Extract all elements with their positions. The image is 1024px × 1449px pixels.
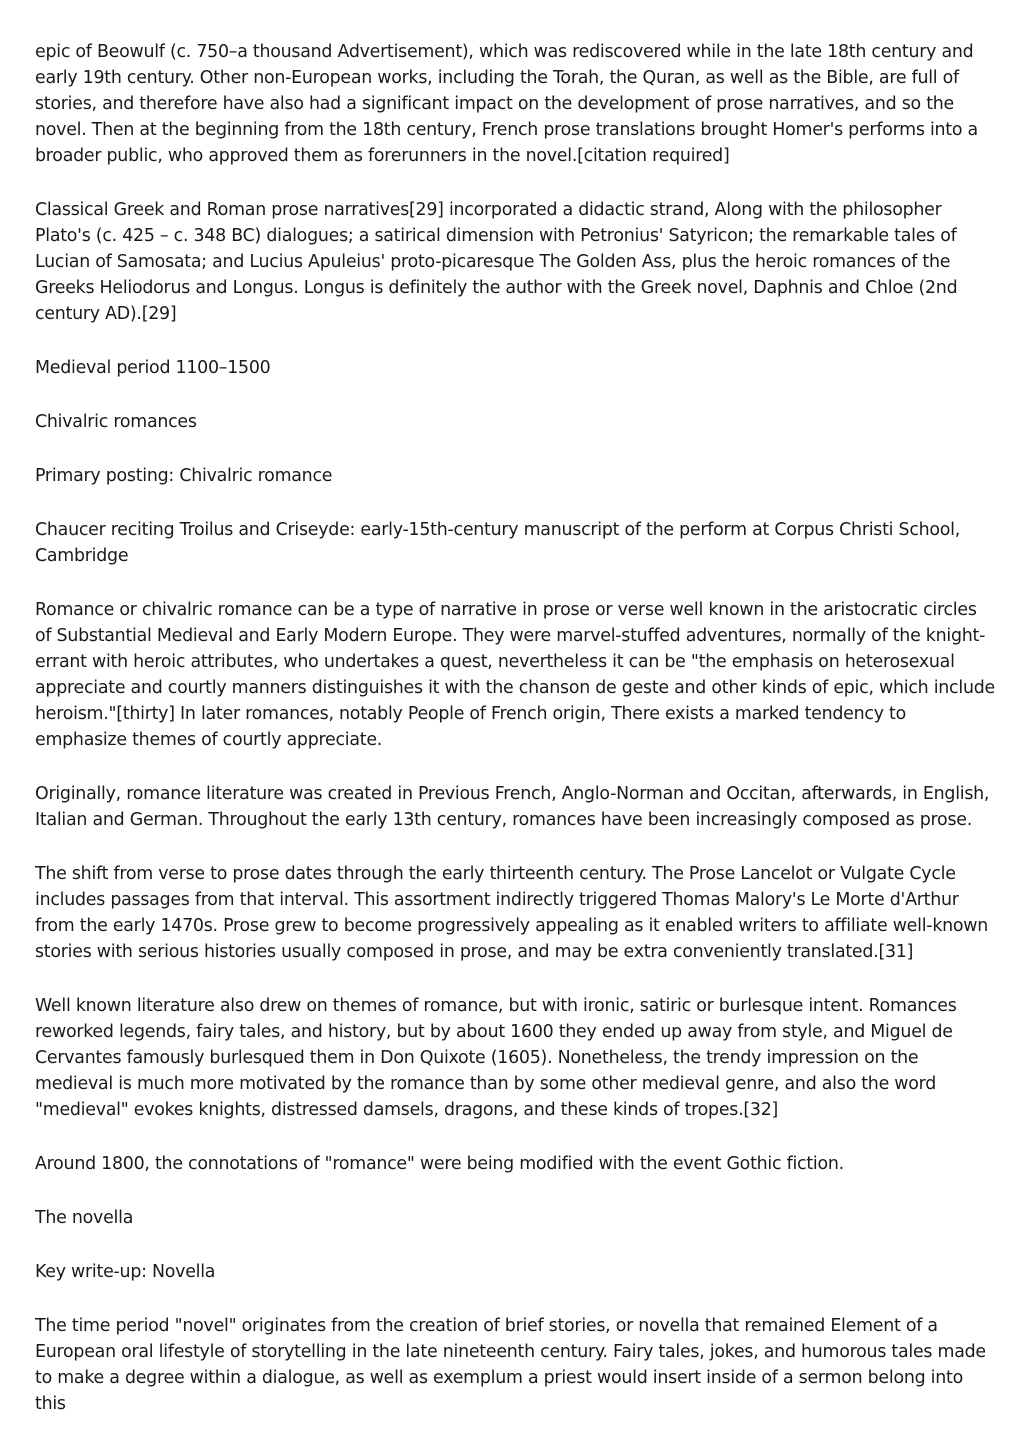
- paragraph-beowulf: epic of Beowulf (c. 750–a thousand Advertisement), which was rediscovered while in the late 18th century and early 19th century. Other non-European works, including the Torah, the Quran, as well as the Bible, are full of stories, and therefore have also had a significant impact on the development of prose narratives, and so the novel. Then at the beginning from the 18th century, French prose translations brought Homer's performs into a broader public, who approved them as forerunners in the novel.[citation required]: [35, 42, 978, 166]
- paragraph-novel-origin: The time period "novel" originates from the creation of brief stories, or novella that remained Element of a European oral lifestyle of storytelling in the late nineteenth century. Fairy tales, jokes, and humorous tales made to make a degree within a dialogue, as well as exemplum a priest would insert inside of a sermon belong into this: [35, 1316, 986, 1414]
- main-article-note: Primary posting: Chivalric romance: [35, 466, 333, 486]
- heading-chivalric-romances: Chivalric romances: [35, 412, 197, 432]
- paragraph-romance-definition: Romance or chivalric romance can be a type of narrative in prose or verse well known in the aristocratic circles of Substantial Medieval and Early Modern Europe. They were marvel-stuffed adventures, normally of the knight-errant with heroic attributes, who undertakes a quest, nevertheless it can be "the emphasis on heterosexual appreciate and courtly manners distinguishes it with the chanson de geste and other kinds of epic, which include heroism."[thirty] In later romances, notably People of French origin, There exists a marked tendency to emphasize themes of courtly appreciate.: [35, 600, 995, 750]
- main-article-note-novella: Key write-up: Novella: [35, 1262, 216, 1282]
- heading-medieval-period: Medieval period 1100–1500: [35, 358, 271, 378]
- paragraph-verse-to-prose: The shift from verse to prose dates through the early thirteenth century. The Prose Lancelot or Vulgate Cycle includes passages from that interval. This assortment indirectly triggered Thomas Malory's Le Morte d'Arthur from the early 1470s. Prose grew to become progressively appealing as it enabled writers to affiliate well-known stories with serious histories usually composed in prose, and may be extra conveniently translated.[31]: [35, 864, 989, 962]
- paragraph-gothic-fiction: Around 1800, the connotations of "romance" were being modified with the event Gothic fiction.: [35, 1154, 844, 1174]
- paragraph-romance-languages: Originally, romance literature was created in Previous French, Anglo-Norman and Occitan, afterwards, in English, Italian and German. Throughout the early 13th century, romances have been increasingly composed as prose.: [35, 784, 990, 830]
- document-body: [35, 39, 995, 1445]
- paragraph-popular-literature: Well known literature also drew on themes of romance, but with ironic, satiric or burlesque intent. Romances reworked legends, fairy tales, and history, but by about 1600 they ended up away from style, and Miguel de Cervantes famously burlesqued them in Don Quixote (1605). Nonetheless, the trendy impression on the medieval is much more motivated by the romance than by some other medieval genre, and also the word "medieval" evokes knights, distressed damsels, dragons, and these kinds of tropes.[32]: [35, 996, 957, 1120]
- heading-novella: The novella: [35, 1208, 134, 1228]
- paragraph-classical-prose: Classical Greek and Roman prose narratives[29] incorporated a didactic strand, Along with the philosopher Plato's (c. 425 – c. 348 BC) dialogues; a satirical dimension with Petronius' Satyricon; the remarkable tales of Lucian of Samosata; and Lucius Apuleius' proto-picaresque The Golden Ass, plus the heroic romances of the Greeks Heliodorus and Longus. Longus is definitely the author with the Greek novel, Daphnis and Chloe (2nd century AD).[29]: [35, 200, 958, 324]
- image-caption-chaucer: Chaucer reciting Troilus and Criseyde: early-15th-century manuscript of the perform at Corpus Christi School, Cambridge: [35, 520, 961, 566]
